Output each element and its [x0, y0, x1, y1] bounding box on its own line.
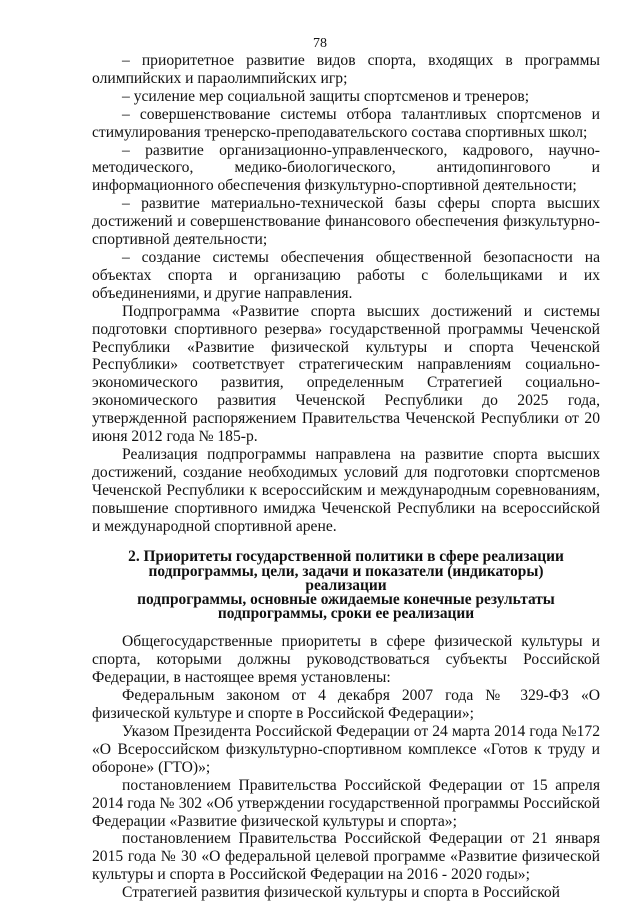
paragraph: Федеральным законом от 4 декабря 2007 года № 329-ФЗ «О физической культуре и спорте в Российской Федерации»; [92, 687, 600, 723]
section-heading-line: 2. Приоритеты государственной политики в сфере реализации [128, 548, 564, 566]
paragraph: Указом Президента Российской Федерации от 24 марта 2014 года №172 «О Всероссийском физкультурно-спортивном комплексе «Готов к труду и обороне» (ГТО)»; [92, 723, 600, 776]
list-item: – развитие организационно-управленческого, кадрового, научно-методического, медико-биологического, антидопингового и информационного обеспечения физкультурно-спортивной деятельности; [92, 141, 600, 195]
paragraph: Стратегией развития физической культуры и спорта в Российской [122, 884, 561, 902]
list-item: – усиление мер социальной защиты спортсменов и тренеров; [122, 87, 530, 105]
list-item: – приоритетное развитие видов спорта, входящих в программы олимпийских и параолимпийских игр; [92, 52, 600, 87]
paragraph: Подпрограмма «Развитие спорта высших достижений и системы подготовки спортивного резерва» государственной программы Чеченской Республики «Развитие физической культуры и спорта Чеченской Республики» соответствует стратегическим направлениям социально-экономического развития, определенным Стратегией социально-экономического развития Чеченской Республики до 2025 года, утвержденной распоряжением Правительства Чеченской Республики от 20 июня 2012 года № 185-р. [92, 302, 600, 446]
section-heading-line: подпрограммы, цели, задачи и показатели (индикаторы) реализации [148, 562, 544, 594]
paragraph: Общегосударственные приоритеты в сфере физической культуры и спорта, которыми должны руководствоваться субъекты Российской Федерации, в настоящее время установлены: [92, 633, 600, 687]
section-heading-line: подпрограммы, основные ожидаемые конечные результаты [137, 591, 555, 609]
document-body [92, 52, 600, 902]
section-heading-line: подпрограммы, сроки ее реализации [217, 605, 475, 623]
list-item: – развитие материально-технической базы сферы спорта высших достижений и совершенствование финансового обеспечения физкультурно-спортивной деятельности; [92, 195, 600, 249]
section-heading [92, 550, 600, 621]
page-number: 78 [313, 36, 327, 51]
list-item: – совершенствование системы отбора талантливых спортсменов и стимулирования тренерско-преподавательского состава спортивных школ; [92, 105, 600, 141]
paragraph: Реализация подпрограммы направлена на развитие спорта высших достижений, создание необходимых условий для подготовки спортсменов Чеченской Республики к всероссийским и международным соревнованиям, повышение спортивного имиджа Чеченской Республики на всероссийской и международной спортивной арене. [92, 445, 600, 535]
paragraph: постановлением Правительства Российской Федерации от 21 января 2015 года № 30 «О федеральной целевой программе «Развитие физической культуры и спорта в Российской Федерации на 2016 - 2020 годы»; [92, 830, 600, 884]
list-item: – создание системы обеспечения общественной безопасности на объектах спорта и организацию работы с болельщиками и их объединениями, и другие направления. [92, 248, 600, 302]
paragraph: постановлением Правительства Российской Федерации от 15 апреля 2014 года № 302 «Об утверждении государственной программы Российской Федерации «Развитие физической культуры и спорта»; [92, 776, 600, 830]
